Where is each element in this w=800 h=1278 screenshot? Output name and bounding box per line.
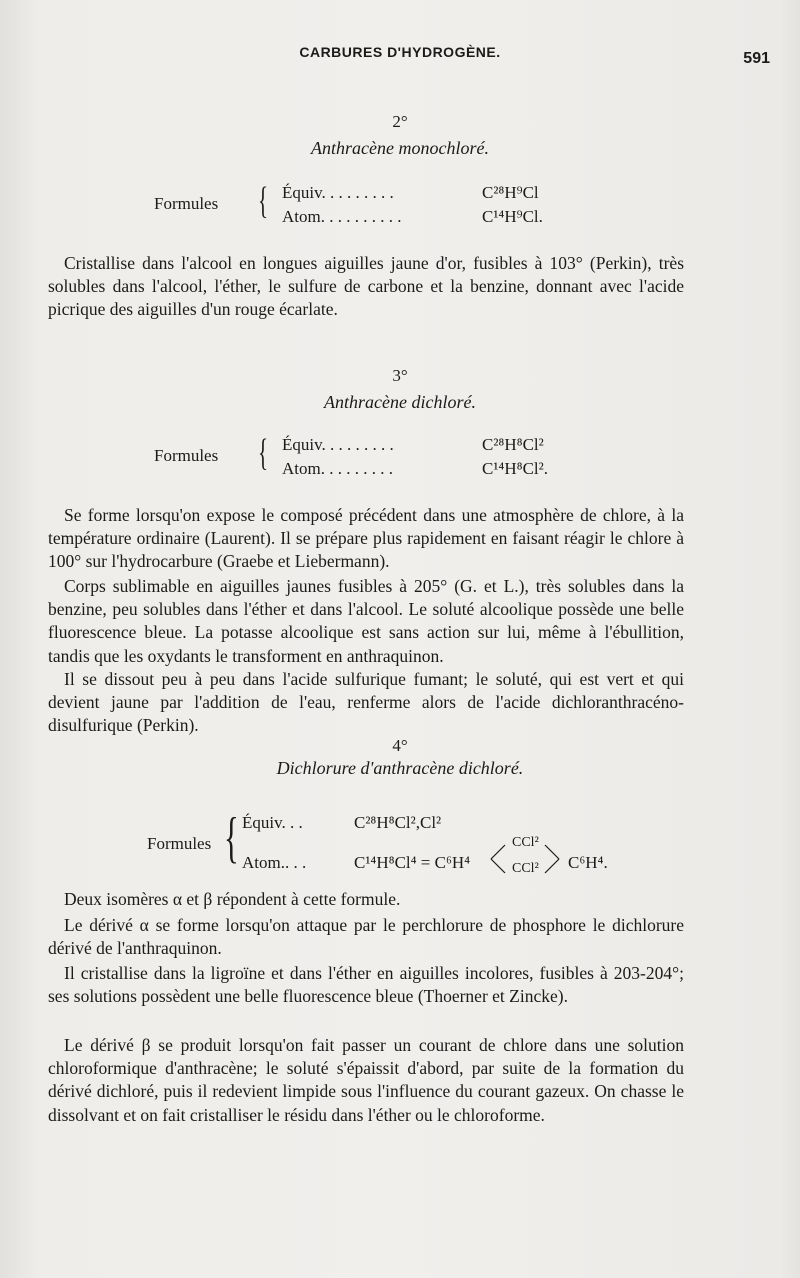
ccl-top: CCl² bbox=[512, 835, 539, 850]
section-title: Anthracène dichloré. bbox=[324, 392, 476, 412]
page-number: 591 bbox=[743, 50, 770, 67]
paragraph: Cristallise dans l'alcool en longues aiguilles jaune d'or, fusibles à 103° (Perkin), très solubles dans l'alcool, l'éther, le sulfure de carbone et la benzine, donnant avec l'acide picrique des aiguilles d'un rouge écarlate. bbox=[48, 253, 684, 320]
section-number: 2° bbox=[392, 112, 408, 131]
brace: { bbox=[258, 180, 269, 222]
section-title: Dichlorure d'anthracène dichloré. bbox=[276, 758, 524, 778]
atom-label: Atom. . . . . . . . . bbox=[282, 459, 393, 478]
atom-formula: C¹⁴H⁸Cl⁴ = C⁶H⁴ bbox=[354, 853, 471, 872]
paragraph: Le dérivé β se produit lorsqu'on fait passer un courant de chlore dans une solution chloroformique d'anthracène; le soluté s'épaissit d'abord, par suite de la formation du dérivé dichloré, puis il redevient limpide sous l'influence du courant gazeux. On chasse le dissolvant et on fait cristalliser le résidu dans l'éther ou le chloroforme. bbox=[48, 1035, 684, 1125]
atom-formula-tail: C⁶H⁴. bbox=[568, 853, 608, 872]
equiv-label: Équiv. . . . . . . . . bbox=[282, 183, 394, 202]
equiv-formula: C²⁸H⁸Cl² bbox=[482, 435, 544, 454]
atom-label: Atom.. . . bbox=[242, 853, 307, 872]
equiv-label: Équiv. . . bbox=[242, 813, 303, 832]
atom-label: Atom. . . . . . . . . . bbox=[282, 207, 402, 226]
ccl-bottom: CCl² bbox=[512, 861, 539, 876]
paragraph: Deux isomères α et β répondent à cette formule. bbox=[64, 889, 401, 909]
running-head: CARBURES D'HYDROGÈNE. bbox=[299, 44, 501, 60]
formulas-label: Formules bbox=[154, 446, 219, 465]
section-title: Anthracène monochloré. bbox=[311, 138, 489, 158]
paragraph: Il se dissout peu à peu dans l'acide sulfurique fumant; le soluté, qui est vert et qui devient jaune par l'addition de l'eau, renferme alors de l'acide dichloranthracéno-disulfurique (Perkin). bbox=[48, 669, 684, 736]
paragraph: Le dérivé α se forme lorsqu'on attaque par le perchlorure de phosphore le dichlorure dérivé de l'anthraquinon. bbox=[48, 915, 684, 959]
formulas-label: Formules bbox=[154, 194, 219, 213]
atom-formula: C¹⁴H⁸Cl². bbox=[482, 459, 548, 478]
section-number: 4° bbox=[392, 736, 408, 755]
brace: { bbox=[224, 807, 239, 869]
paragraph: Se forme lorsqu'on expose le composé précédent dans une atmosphère de chlore, à la température ordinaire (Laurent). Il se prépare plus rapidement en faisant réagir le chlore à 100° sur l'hydrocarbure (Graebe et Liebermann). bbox=[48, 505, 684, 572]
paragraph: Il cristallise dans la ligroïne et dans l'éther en aiguilles incolores, fusibles à 203-204°; ses solutions possèdent une belle fluorescence bleue (Thoerner et Zincke). bbox=[48, 963, 684, 1007]
equiv-formula: C²⁸H⁹Cl bbox=[482, 183, 539, 202]
equiv-label: Équiv. . . . . . . . . bbox=[282, 435, 394, 454]
formulas-label: Formules bbox=[147, 834, 212, 853]
atom-formula: C¹⁴H⁹Cl. bbox=[482, 207, 543, 226]
equiv-formula: C²⁸H⁸Cl²,Cl² bbox=[354, 813, 442, 832]
paragraph: Corps sublimable en aiguilles jaunes fusibles à 205° (G. et L.), très solubles dans la benzine, peu solubles dans l'éther et dans l'alcool. Le soluté alcoolique possède une belle fluorescence bleue. La potasse alcoolique est sans action sur lui, même à l'ébullition, tandis que les oxydants le transforment en anthraquinon. bbox=[48, 576, 684, 666]
section-number: 3° bbox=[392, 366, 408, 385]
brace: { bbox=[258, 432, 269, 474]
